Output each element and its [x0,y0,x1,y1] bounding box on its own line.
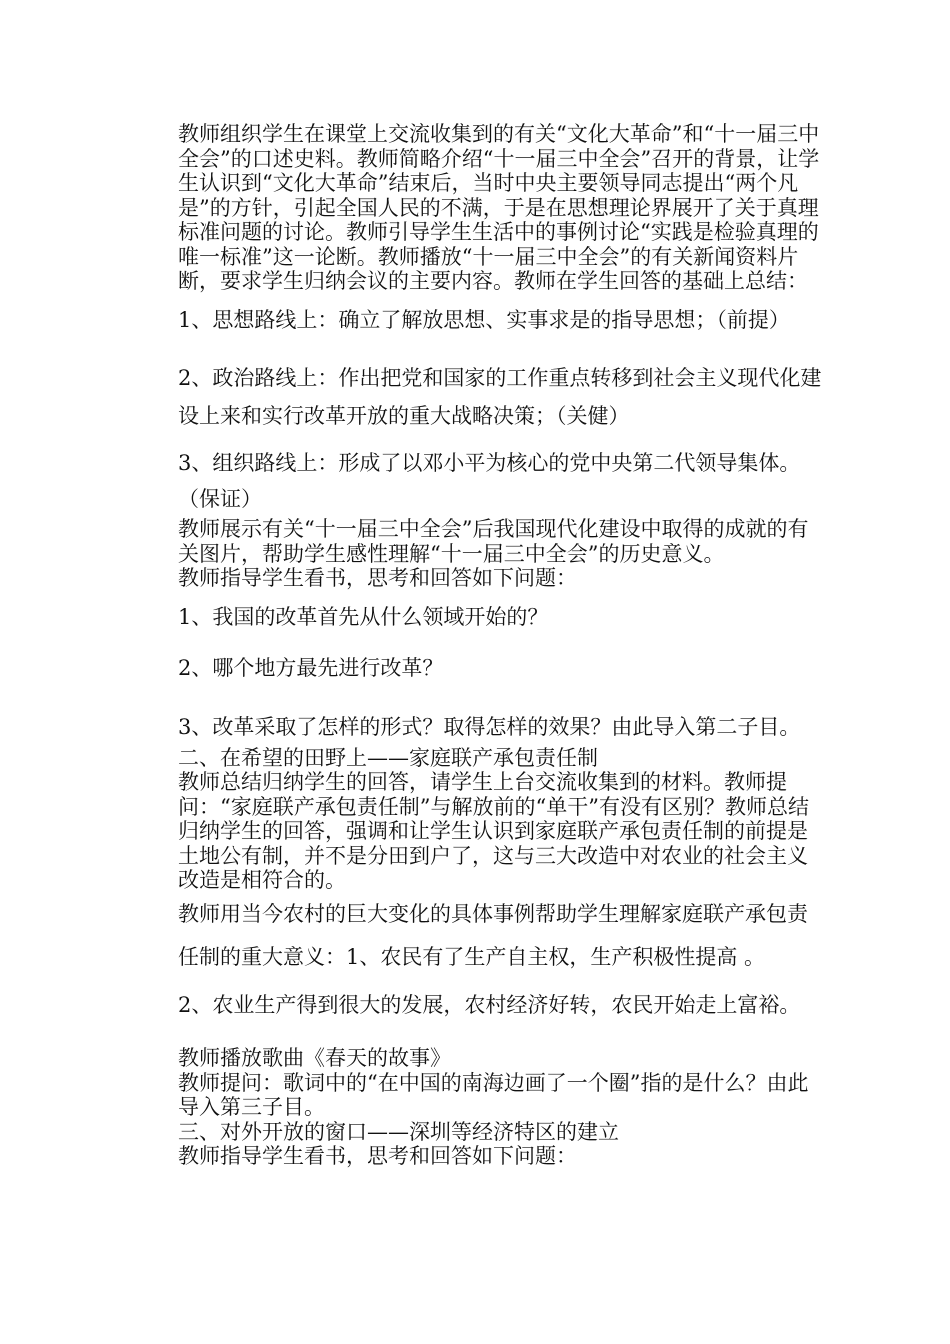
section-heading-3: 三、对外开放的窗口——深圳等经济特区的建立 [178,1119,619,1144]
point-ideology: 1、思想路线上：确立了解放思想、实事求是的指导思想；（前提） [178,307,790,332]
question-1: 1、我国的改革首先从什么领域开始的？ [178,604,549,629]
achievements-paragraph: 教师展示有关“十一届三中全会”后我国现代化建设中取得的成就的有关图片，帮助学生感性理解“十一届三中全会”的历史意义。 [178,517,809,566]
example-paragraph: 教师用当今农村的巨大变化的具体事例帮助学生理解家庭联产承包责任制的重大意义：1、农民有了生产自主权，生产积极性提高 。 [178,901,808,969]
summary-paragraph-2: 教师总结归纳学生的回答，请学生上台交流收集到的材料。教师提问：“家庭联产承包责任制”与解放前的“单干”有没有区别？教师总结归纳学生的回答，强调和让学生认识到家庭联产承包责任制的前提是土地公有制，并不是分田到户了，这与三大改造中对农业的社会主义改造是相符合的。 [178,770,809,892]
song-paragraph: 教师播放歌曲《春天的故事》 [178,1046,451,1070]
point-organization: 3、组织路线上：形成了以邓小平为核心的党中央第二代领导集体。（保证） [178,451,801,511]
guide-paragraph-2: 教师指导学生看书，思考和回答如下问题： [178,1144,577,1168]
question-2: 2、哪个地方最先进行改革？ [178,656,444,680]
guide-paragraph-1: 教师指导学生看书，思考和回答如下问题： [178,566,577,590]
intro-paragraph: 教师组织学生在课堂上交流收集到的有关“文化大革命”和“十一届三中全会”的口述史料。教师简略介绍“十一届三中全会”召开的背景，让学生认识到“文化大革命”结束后，当时中央主要领导同志提出“两个凡是”的方针，引起全国人民的不满，于是在思想理论界展开了关于真理标准问题的讨论。教师引导学生生活中的事例讨论“实践是检验真理的唯一标准”这一论断。教师播放“十一届三中全会”的有关新闻资料片断，要求学生归纳会议的主要内容。教师在学生回答的基础上总结： [178,122,820,293]
point-politics: 2、政治路线上：作出把党和国家的工作重点转移到社会主义现代化建设上来和实行改革开放的重大战略决策；（关健） [178,366,822,428]
section-heading-2: 二、在希望的田野上——家庭联产承包责任制 [178,745,598,770]
song-question-paragraph: 教师提问：歌词中的“在中国的南海边画了一个圈”指的是什么？由此导入第三子目。 [178,1070,809,1119]
meaning-point-2: 2、农业生产得到很大的发展，农村经济好转，农民开始走上富裕。 [178,992,801,1017]
question-3: 3、改革采取了怎样的形式？取得怎样的效果？由此导入第二子目。 [178,714,801,739]
document-page [178,122,828,1169]
